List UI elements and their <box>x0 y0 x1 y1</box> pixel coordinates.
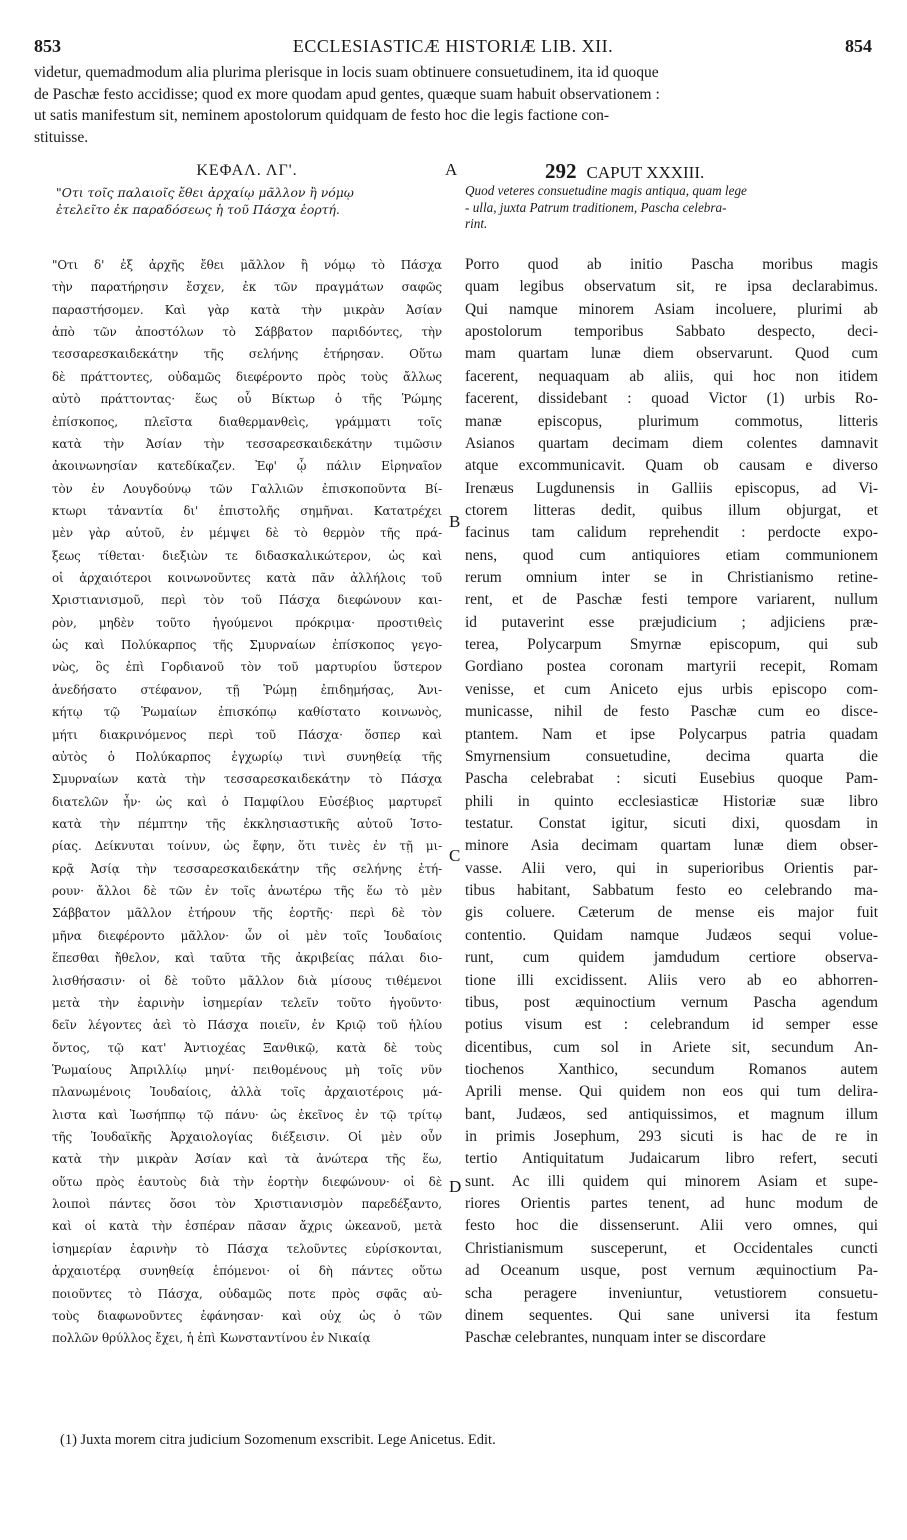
text-line: bant, Judæos, sed antiquissimos, et magnum illum <box>465 1105 878 1123</box>
text-line: καὶ οἱ κατὰ τὴν ἑσπέραν πᾶσαν ἄχρις ὠκεανοῦ, μετὰ <box>52 1219 442 1234</box>
text-line: δὲ πράττοντες, οὐδαμῶς διεφέροντο πρὸς τοὺς ἄλλως <box>52 369 442 384</box>
page-number-left: 853 <box>34 36 61 56</box>
text-line: Σάββατον μᾶλλον ἐτήρουν τῆς ἑορτῆς· περὶ δὲ τὸν <box>52 906 442 921</box>
text-line: rent, et de Paschæ festi tempore variarent, nullum <box>465 591 878 609</box>
text-line: Gordiano postea coronam martyrii recepit, Romam <box>465 658 878 676</box>
text-line: κήτῳ τῷ Ῥωμαίων ἐπισκόπῳ καθίστατο κοινωνὸς, <box>52 705 442 720</box>
text-line: ρὸν, μηδὲν τοῦτο ἡγούμενοι πρόκριμα· προστιθεὶς <box>52 615 442 630</box>
margin-marker-c: C <box>449 846 461 865</box>
text-line: Christianismum susceperunt, et Occidentales cuncti <box>465 1239 878 1257</box>
summary-line: - ulla, juxta Patrum traditionem, Pascha celebra- <box>465 199 727 215</box>
text-line: κατὰ τὴν Ἀσίαν τὴν τεσσαρεσκαιδεκάτην τιμῶσιν <box>52 436 442 451</box>
latin-chapter-heading <box>465 160 878 182</box>
column-page-number: 292 <box>545 159 577 183</box>
text-line: vasse. Alii vero, qui in superioribus Orientis par- <box>465 859 878 877</box>
text-line: μὲν γὰρ αὐτοῦ, ἐν μέμψει δὲ τὸ θερμὸν τῆς πρά- <box>52 526 442 541</box>
text-line: rerum omnium inter se in Christianismo retine- <box>465 569 878 587</box>
text-line: gis coluere. Cæterum de mense eis major fuit <box>465 904 878 922</box>
text-line: tibus, post æquinoctium vernum Pascha agendum <box>465 993 878 1011</box>
text-line: αὐτὸ πράττοντας· ἕως οὗ Βίκτωρ ὁ τῆς Ῥώμης <box>52 392 442 407</box>
text-line: κτωρι τἀναντία δι' ἐπιστολῆς σημῆναι. Κατατρέχει <box>52 503 442 518</box>
text-line: Irenæus Lugdunensis in Galliis episcopus, ad Vi- <box>465 479 878 497</box>
text-line: dinem sequentes. Qui sane universi ita festum <box>465 1306 878 1324</box>
text-line: Qui namque minorem Asiam incoluere, plurimi ab <box>465 300 878 318</box>
text-line: ptantem. Nam et ipse Polycarpus patria quadam <box>465 725 878 743</box>
text-line: λιστα καὶ Ἰωσήππῳ τῷ πάνυ· ὡς ἐκεῖνος ἐν τῷ τρίτῳ <box>52 1107 442 1122</box>
text-line: mam quartam lunæ diem observarunt. Quod cum <box>465 345 878 363</box>
text-line: Χριστιανισμοῦ, περὶ τὸν τοῦ Πάσχα διεφώνουν και- <box>52 593 442 608</box>
text-line: ἀπὸ τῶν ἀποστόλων τὸ Σάββατον παριδόντες, τὴν <box>52 325 442 340</box>
text-line: Smyrnensium consuetudine, decima quarta die <box>465 747 878 765</box>
text-line: ctorem litteras dedit, quibus illum objurgat, et <box>465 501 878 519</box>
text-line: phili in quinto ecclesiasticæ Historiæ suæ libro <box>465 792 878 810</box>
text-line: facerent, dissidebant : quoad Victor (1) urbis Ro- <box>465 390 878 408</box>
text-line: ξεως τίθεται· διεξιὼν τε διδασκαλικώτερον, ὡς καὶ <box>52 548 442 563</box>
text-line: δεῖν λέγοντες ἀεὶ τὸ Πάσχα ποιεῖν, ἐν Κριῷ τοῦ ἡλίου <box>52 1018 442 1033</box>
text-line: runt, cum quidem jamdudum certiore observa- <box>465 949 878 967</box>
margin-marker-b: B <box>449 512 461 531</box>
text-line: sunt. Ac illi quidem qui minorem Asiam et supe- <box>465 1172 878 1190</box>
text-line: minore Asia decimam quartam lunæ diem obser- <box>465 837 878 855</box>
text-line: scha peragere inveniuntur, vetustiorem consuetu- <box>465 1284 878 1302</box>
text-line: municasse, nihil de festo Paschæ cum eo disce- <box>465 703 878 721</box>
text-line: in primis Josephum, 293 sicuti is hac de re in <box>465 1128 878 1146</box>
text-line: ἐπίσκοπος, πλεῖστα διαθερμανθεὶς, γράμματι τοῖς <box>52 414 442 429</box>
text-line: tertio Antiquitatum Judaicarum libro refert, secuti <box>465 1150 878 1168</box>
text-line: festo hoc die dissenserunt. Alii vero omnes, qui <box>465 1217 878 1235</box>
text-line: potius visum est : celebrandum id semper esse <box>465 1016 878 1034</box>
text-line: τεσσαρεσκαιδεκάτην τῆς σελήνης ἐτήρησαν. Οὕτω <box>52 347 442 362</box>
text-line: Paschæ celebrantes, nunquam inter se discordare <box>465 1329 766 1347</box>
summary-line: Quod veteres consuetudine magis antiqua, quam lege <box>465 183 747 198</box>
text-line: ἀνεδήσατο στέφανον, τῇ Ῥώμῃ ἐπιδημήσας, Ἀνι- <box>52 682 442 697</box>
greek-chapter-summary <box>52 184 442 218</box>
text-line: Ῥωμαίους Ἀπριλλίῳ μηνί· πειθομένους μὴ τοῖς νῦν <box>52 1062 442 1077</box>
text-line: nens, quod cum antiquiores etiam communionem <box>465 546 878 564</box>
text-line: de Paschæ festo accidisse; quod ex more quodam apud gentes, quæque suam habuit observationem : <box>34 85 660 103</box>
text-line: λοιποὶ πάντες ὅσοι τὸν Χριστιανισμὸν παρεδέξαντο, <box>52 1197 442 1212</box>
text-line: contentio. Quidam namque Judæos sequi volue- <box>465 926 878 944</box>
text-line: tibus habitant, Sabbatum festo eo celebrando ma- <box>465 882 878 900</box>
text-line: dicentibus, cum sol in Ariete sit, secundum An- <box>465 1038 878 1056</box>
text-line: terea, Polycarpum Smyrnæ episcopum, qui sub <box>465 636 878 654</box>
text-line: ἀρχαιοτέρᾳ συνηθείᾳ ἑπόμενοι· οἱ δὴ πάντες οὕτω <box>52 1264 442 1279</box>
text-line: "Οτι δ' ἐξ ἀρχῆς ἔθει μᾶλλον ἢ νόμῳ τὸ Πάσχα <box>52 258 442 272</box>
text-line: λισθήσασιν· οἱ δὲ τοῦτο μᾶλλον διὰ μίσους τιθέμενοι <box>52 973 442 988</box>
text-line: νὼς, ὃς ἐπὶ Γορδιανοῦ τὸν τοῦ μαρτυρίου ὕστερον <box>52 660 442 675</box>
text-line: τοὺς διαφωνοῦντες ἐφάνησαν· καὶ οὐχ ὡς ὁ τῶν <box>52 1308 442 1323</box>
text-line: κρᾷ Ἀσίᾳ τὴν τεσσαρεσκαιδεκάτην τῆς σελήνης ἐτή- <box>52 861 442 876</box>
text-line: ad Oceanum usque, post vernum æquinoctium Pa- <box>465 1262 878 1280</box>
summary-line: "Οτι τοῖς παλαιοῖς ἔθει ἀρχαίῳ μᾶλλον ἢ νόμῳ <box>56 185 354 200</box>
footnote: (1) Juxta morem citra judicium Sozomenum exscribit. Lege Anicetus. Edit. <box>60 1432 496 1448</box>
text-line: id putaverint esse præjudicium ; adjiciens præ- <box>465 613 878 631</box>
summary-line: ἐτελεῖτο ἐκ παραδόσεως ἡ τοῦ Πάσχα ἑορτή. <box>56 202 340 217</box>
text-line: stituisse. <box>34 128 89 146</box>
latin-heading-block <box>465 160 878 233</box>
text-line: Porro quod ab initio Pascha moribus magis <box>465 256 878 273</box>
text-line: αὐτὸς ὁ Πολύκαρπος ἐγχωρίῳ τινὶ συνηθείᾳ τῆς <box>52 749 442 764</box>
text-line: apostolorum temporibus Sabbato despecto, deci- <box>465 323 878 341</box>
greek-heading-block <box>52 160 442 218</box>
text-line: Aprili mense. Qui quidem non eos qui tum delira- <box>465 1083 878 1101</box>
text-line: ἀκοινωνησίαν κατεδίκαζεν. Ἐφ' ᾧ πάλιν Εἰρηναῖον <box>52 459 442 474</box>
text-line: παραστήσομεν. Καὶ γὰρ κατὰ τὴν μικρὰν Ἀσίαν <box>52 302 442 317</box>
text-line: τὴν παρατήρησιν ἔσχεν, ἐκ τῶν πραγμάτων σαφῶς <box>52 280 442 295</box>
page-number-right: 854 <box>845 36 872 56</box>
greek-chapter-heading: ΚΕΦΑΛ. ΛΓ'. <box>196 162 298 179</box>
text-line: tione illi excidissent. Aliis vero ab eo abhorren- <box>465 971 878 989</box>
text-line: atque excommunicavit. Quam ob causam e diverso <box>465 457 878 475</box>
latin-text-column <box>465 254 878 1350</box>
text-line: videtur, quemadmodum alia plurima plerisque in locis suam obtinuere consuetudinem, ita id quoque <box>34 64 659 81</box>
text-line: πολλῶν θρύλλος ἔχει, ἡ ἐπὶ Κωνσταντίνου ἐν Νικαίᾳ <box>52 1331 371 1346</box>
caput-title: CAPUT XXXIII. <box>586 163 705 182</box>
continuation-paragraph <box>34 62 874 148</box>
text-line: μῆνα διεφέροντο μᾶλλον· ὧν οἱ μὲν τοῖς Ἰουδαίοις <box>52 928 442 943</box>
text-line: ἕπεσθαι ἤθελον, καὶ ταῦτα τῆς ἀκριβείας πάλαι διο- <box>52 951 442 966</box>
text-line: tiochenos Xanthico, secundum Romanos autem <box>465 1060 878 1078</box>
page-header <box>34 36 872 60</box>
margin-marker-d: D <box>449 1177 462 1196</box>
text-line: riores Orientis partes tenent, ad hunc modum de <box>465 1195 878 1213</box>
text-line: facerent, nequaquam ab aliis, qui hoc non itidem <box>465 367 878 385</box>
greek-text-column <box>52 254 442 1350</box>
latin-chapter-summary <box>465 183 878 233</box>
text-line: testatur. Constat igitur, sicuti dixi, quosdam in <box>465 814 878 832</box>
text-line: ἰσημερίαν ἐαρινὴν τὸ Πάσχα τελοῦντες εὑρίσκονται, <box>52 1241 442 1256</box>
text-line: οὕτω πρὸς ἑαυτοὺς διὰ τὴν ἑορτὴν διεφώνουν· οἱ δὲ <box>52 1174 442 1189</box>
text-line: κατὰ τὴν μικρὰν Ἀσίαν καὶ τὰ ἀνώτερα τῆς ἕω, <box>52 1152 442 1167</box>
text-line: Σμυρναίων κατὰ τὴν τεσσαρεσκαιδεκάτην τὸ Πάσχα <box>52 772 442 787</box>
text-line: facinus tam calidum reprehendit : perdocte expo- <box>465 524 878 542</box>
text-line: ποιοῦντες τὸ Πάσχα, οὐδαμῶς ποτε πρὸς σφᾶς αὐ- <box>52 1286 442 1301</box>
text-line: ρουν· ἄλλοι δὲ τῶν ἐν τοῖς ἀνωτέρω τῆς ἕω τὸ μὲν <box>52 884 442 899</box>
text-line: τῆς Ἰουδαϊκῆς Ἀρχαιολογίας διέξεισιν. Οἱ μὲν οὖν <box>52 1130 442 1145</box>
text-line: ut satis manifestum sit, neminem apostolorum quidquam de festo hoc die legis factione con- <box>34 107 610 124</box>
summary-line: rint. <box>465 216 488 231</box>
text-line: διατελῶν ἦν· ὡς καὶ ὁ Παμφίλου Εὐσέβιος μαρτυρεῖ <box>52 794 442 809</box>
running-title: ECCLESIASTICÆ HISTORIÆ LIB. XII. <box>292 36 614 56</box>
text-line: οἱ ἀρχαιότεροι κοινωνοῦντες κατὰ πᾶν ἀλλήλοις τοῦ <box>52 571 442 586</box>
text-line: ρίας. Δείκνυται τοίνυν, ὡς ἔφην, ὅτι τινὲς ἐν τῇ μι- <box>52 839 442 854</box>
text-line: τὸν ἐν Λουγδούνῳ τῶν Γαλλιῶν ἐπισκοποῦντα Βί- <box>52 481 442 496</box>
text-line: μετὰ τὴν ἐαρινὴν ἰσημερίαν τελεῖν τοῦτο ἡγοῦντο· <box>52 995 442 1010</box>
text-line: venisse, et cum Aniceto ejus urbis episcopo com- <box>465 680 878 698</box>
text-line: manæ episcopus, plurimum commotus, litteris <box>465 412 878 430</box>
text-line: μήτι διακρινόμενος περὶ τοῦ Πάσχα· ὅσπερ καὶ <box>52 727 442 742</box>
text-line: ὄντος, τῷ κατ' Ἀντιοχέας Ξανθικῷ, κατὰ δὲ τοὺς <box>52 1040 442 1055</box>
text-line: πλανωμένοις Ἰουδαίοις, ἀλλὰ τοῖς ἀρχαιοτέροις μά- <box>52 1085 442 1100</box>
text-line: ὡς καὶ Πολύκαρπος τῆς Σμυρναίων ἐπίσκοπος γεγο- <box>52 638 442 653</box>
text-line: quam legibus observatum sit, re ipsa declarabimus. <box>465 278 878 296</box>
text-line: Asianos quartam decimam diem colentes damnavit <box>465 434 878 452</box>
text-line: κατὰ τὴν πέμπτην τῆς ἐκκλησιαστικῆς αὐτοῦ Ἱστο- <box>52 816 442 831</box>
text-line: Pascha celebrabat : sicuti Eusebius quoque Pam- <box>465 770 878 788</box>
margin-marker-a: A <box>445 160 458 179</box>
